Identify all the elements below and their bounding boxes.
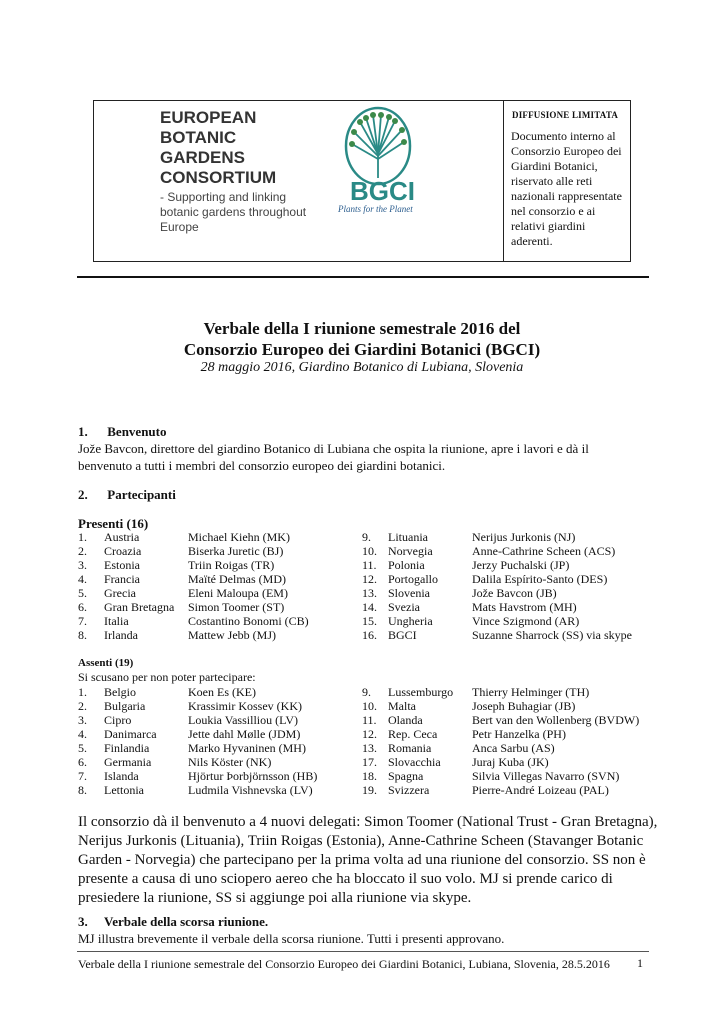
participant-delegate: Loukia Vassilliou (LV) xyxy=(188,713,298,727)
participant-number: 9. xyxy=(362,685,371,699)
tagline-line: botanic gardens throughout xyxy=(160,205,307,219)
participant-number: 17. xyxy=(362,755,377,769)
participant-delegate: Triin Roigas (TR) xyxy=(188,558,275,572)
participant-row xyxy=(78,628,358,642)
participant-row xyxy=(78,600,358,614)
participant-delegate: Ludmila Vishnevska (LV) xyxy=(188,783,313,797)
document-title-line-2: Consorzio Europeo dei Giardini Botanici (BGCI) xyxy=(183,340,541,359)
participant-delegate: Mattew Jebb (MJ) xyxy=(188,628,276,642)
participant-row xyxy=(78,783,358,797)
page-number: 1 xyxy=(637,956,643,970)
participant-row xyxy=(362,699,652,713)
logo-bgci-text: BGCI xyxy=(350,176,415,206)
section-1-line: Jože Bavcon, direttore del giardino Botanico di Lubiana che ospita la riunione, apre i lavori e dà il xyxy=(78,441,589,456)
participant-delegate: Koen Es (KE) xyxy=(188,685,256,699)
participant-country: Spagna xyxy=(388,769,424,783)
participant-country: Svizzera xyxy=(388,783,430,797)
participant-country: Francia xyxy=(104,572,140,586)
participant-row xyxy=(78,685,358,699)
participant-delegate: Jože Bavcon (JB) xyxy=(472,586,557,600)
participant-country: Lituania xyxy=(388,530,428,544)
participant-country: Bulgaria xyxy=(104,699,146,713)
diffusion-line: Consorzio Europeo dei xyxy=(511,144,622,158)
participant-country: Italia xyxy=(104,614,129,628)
participant-number: 12. xyxy=(362,727,377,741)
participant-delegate: Suzanne Sharrock (SS) via skype xyxy=(472,628,632,642)
participant-number: 5. xyxy=(78,741,87,755)
paragraph-line: presiedere la riunione, SS si aggiunge poi alla riunione via skype. xyxy=(78,890,472,906)
participant-row xyxy=(78,755,358,769)
participant-row xyxy=(362,572,652,586)
participant-delegate: Vince Szigmond (AR) xyxy=(472,614,580,628)
participant-country: BGCI xyxy=(388,628,417,642)
diffusion-line: relativi giardini xyxy=(511,219,586,233)
diffusion-line: Giardini Botanici, xyxy=(511,159,598,173)
footer-rule xyxy=(77,951,649,952)
absent-list-right xyxy=(362,685,652,797)
bgci-logo xyxy=(334,104,444,216)
participant-delegate: Mats Havstrom (MH) xyxy=(472,600,577,614)
participant-country: Irlanda xyxy=(104,628,138,642)
participant-delegate: Jette dahl Mølle (JDM) xyxy=(188,727,301,741)
participant-country: Finlandia xyxy=(104,741,150,755)
participant-number: 10. xyxy=(362,544,377,558)
tagline-line: Europe xyxy=(160,220,199,234)
participant-delegate: Anne-Cathrine Scheen (ACS) xyxy=(472,544,616,558)
participant-delegate: Eleni Maloupa (EM) xyxy=(188,586,288,600)
participant-number: 12. xyxy=(362,572,377,586)
participant-delegate: Krassimir Kossev (KK) xyxy=(188,699,302,713)
welcome-paragraph xyxy=(78,813,657,908)
participant-row xyxy=(362,769,652,783)
participant-number: 1. xyxy=(78,530,87,544)
participant-row xyxy=(362,755,652,769)
participant-number: 2. xyxy=(78,699,87,713)
participant-delegate: Juraj Kuba (JK) xyxy=(472,755,549,769)
participant-country: Portogallo xyxy=(388,572,438,586)
participant-country: Lettonia xyxy=(104,783,144,797)
participant-row xyxy=(362,741,652,755)
participant-row xyxy=(362,614,652,628)
participant-row xyxy=(362,628,652,642)
participant-country: Cipro xyxy=(104,713,132,727)
absent-note: Si scusano per non poter partecipare: xyxy=(78,670,256,684)
paragraph-line: Garden - Norvegia) che partecipano per la prima volta ad una riunione del consorzio. SS non è xyxy=(78,852,646,868)
participant-delegate: Bert van den Wollenberg (BVDW) xyxy=(472,713,640,727)
participant-country: Romania xyxy=(388,741,432,755)
participant-number: 16. xyxy=(362,628,377,642)
participant-number: 13. xyxy=(362,741,377,755)
diffusion-line: aderenti. xyxy=(511,234,553,248)
participant-row xyxy=(78,769,358,783)
header-rule xyxy=(77,276,649,278)
participant-number: 15. xyxy=(362,614,377,628)
participant-delegate: Pierre-André Loizeau (PAL) xyxy=(472,783,609,797)
consortium-tagline xyxy=(160,190,330,235)
participant-row xyxy=(78,614,358,628)
absent-list-left xyxy=(78,685,358,797)
participant-delegate: Costantino Bonomi (CB) xyxy=(188,614,309,628)
participant-row xyxy=(362,558,652,572)
paragraph-line: presente a causa di uno sciopero aereo che ha bloccato il suo volo. MJ si prende carico di xyxy=(78,871,613,887)
participant-number: 9. xyxy=(362,530,371,544)
participant-row xyxy=(362,727,652,741)
consortium-line: BOTANIC xyxy=(160,128,237,147)
participant-row xyxy=(362,586,652,600)
present-heading: Presenti (16) xyxy=(78,516,149,531)
diffusion-line: nazionali rappresentate xyxy=(511,189,622,203)
participant-country: Gran Bretagna xyxy=(104,600,175,614)
participant-country: Ungheria xyxy=(388,614,433,628)
participant-row xyxy=(362,530,652,544)
consortium-line: GARDENS xyxy=(160,148,246,167)
participant-row xyxy=(78,544,358,558)
participant-number: 1. xyxy=(78,685,87,699)
participant-delegate: Nils Köster (NK) xyxy=(188,755,272,769)
participant-number: 8. xyxy=(78,628,87,642)
participant-country: Malta xyxy=(388,699,416,713)
absent-heading: Assenti (19) xyxy=(78,657,134,669)
participant-number: 13. xyxy=(362,586,377,600)
participant-row xyxy=(362,600,652,614)
participant-delegate: Dalila Espírito-Santo (DES) xyxy=(472,572,608,586)
section-2-heading: 2. Partecipanti xyxy=(78,487,176,502)
participant-delegate: Silvia Villegas Navarro (SVN) xyxy=(472,769,620,783)
participant-row xyxy=(78,713,358,727)
participant-country: Olanda xyxy=(388,713,423,727)
diffusion-title: DIFFUSIONE LIMITATA xyxy=(512,110,619,120)
participant-row xyxy=(362,783,652,797)
header-divider xyxy=(503,100,504,262)
section-3-heading: 3. Verbale della scorsa riunione. xyxy=(78,914,269,929)
section-1-body xyxy=(78,440,589,474)
participant-number: 18. xyxy=(362,769,377,783)
participant-delegate: Nerijus Jurkonis (NJ) xyxy=(472,530,576,544)
participant-number: 14. xyxy=(362,600,377,614)
participant-row xyxy=(362,713,652,727)
document-title-line-1: Verbale della I riunione semestrale 2016 del xyxy=(203,319,521,338)
participant-delegate: Jerzy Puchalski (JP) xyxy=(472,558,570,572)
participant-delegate: Petr Hanzelka (PH) xyxy=(472,727,566,741)
participant-delegate: Anca Sarbu (AS) xyxy=(472,741,555,755)
participant-country: Danimarca xyxy=(104,727,157,741)
participant-number: 3. xyxy=(78,558,87,572)
participant-country: Polonia xyxy=(388,558,425,572)
participant-country: Svezia xyxy=(388,600,420,614)
participant-delegate: Biserka Juretic (BJ) xyxy=(188,544,284,558)
diffusion-line: riservato alle reti xyxy=(511,174,593,188)
participant-row xyxy=(78,699,358,713)
participant-number: 4. xyxy=(78,572,87,586)
participant-row xyxy=(362,544,652,558)
participant-country: Estonia xyxy=(104,558,140,572)
participant-country: Islanda xyxy=(104,769,139,783)
consortium-line: CONSORTIUM xyxy=(160,168,277,187)
participant-country: Austria xyxy=(104,530,140,544)
participant-number: 7. xyxy=(78,614,87,628)
participant-country: Slovacchia xyxy=(388,755,441,769)
participant-country: Grecia xyxy=(104,586,136,600)
participant-country: Germania xyxy=(104,755,152,769)
participant-number: 5. xyxy=(78,586,87,600)
participant-country: Lussemburgo xyxy=(388,685,454,699)
participant-number: 7. xyxy=(78,769,87,783)
participant-country: Belgio xyxy=(104,685,136,699)
bgci-tree-icon xyxy=(334,104,444,216)
participant-row xyxy=(78,558,358,572)
participant-number: 8. xyxy=(78,783,87,797)
participant-number: 11. xyxy=(362,713,377,727)
participant-country: Croazia xyxy=(104,544,142,558)
participant-delegate: Thierry Helminger (TH) xyxy=(472,685,590,699)
participant-row xyxy=(362,685,652,699)
section-1-line: benvenuto a tutti i membri del consorzio europeo dei giardini botanici. xyxy=(78,458,446,473)
participant-delegate: Marko Hyvaninen (MH) xyxy=(188,741,306,755)
participant-delegate: Simon Toomer (ST) xyxy=(188,600,285,614)
participant-number: 19. xyxy=(362,783,377,797)
paragraph-line: Nerijus Jurkonis (Lituania), Triin Roigas (Estonia), Anne-Cathrine Scheen (Stavanger Botanic xyxy=(78,833,644,849)
document-subtitle: 28 maggio 2016, Giardino Botanico di Lubiana, Slovenia xyxy=(200,360,524,375)
participant-number: 6. xyxy=(78,600,87,614)
consortium-name xyxy=(160,108,276,188)
consortium-line: EUROPEAN xyxy=(160,108,257,127)
section-3-text: MJ illustra brevemente il verbale della scorsa riunione. Tutti i presenti approvano. xyxy=(78,931,505,946)
participant-country: Rep. Ceca xyxy=(388,727,438,741)
section-1-heading: 1. Benvenuto xyxy=(78,424,167,439)
present-list-left xyxy=(78,530,358,642)
participant-row xyxy=(78,572,358,586)
paragraph-line: Il consorzio dà il benvenuto a 4 nuovi delegati: Simon Toomer (National Trust - Gran Bretagna), xyxy=(78,814,658,830)
participant-delegate: Maïté Delmas (MD) xyxy=(188,572,286,586)
participant-delegate: Hjörtur Þorbjörnsson (HB) xyxy=(188,769,318,783)
logo-tagline: Plants for the Planet xyxy=(338,204,413,214)
participant-number: 2. xyxy=(78,544,87,558)
participant-delegate: Joseph Buhagiar (JB) xyxy=(472,699,576,713)
participant-number: 4. xyxy=(78,727,87,741)
participant-number: 6. xyxy=(78,755,87,769)
tagline-line: - Supporting and linking xyxy=(160,190,287,204)
participant-number: 10. xyxy=(362,699,377,713)
participant-country: Norvegia xyxy=(388,544,433,558)
participant-country: Slovenia xyxy=(388,586,430,600)
participant-row xyxy=(78,741,358,755)
participant-row xyxy=(78,586,358,600)
diffusion-text xyxy=(511,129,626,249)
participant-number: 3. xyxy=(78,713,87,727)
diffusion-line: nel consorzio e ai xyxy=(511,204,596,218)
diffusion-line: Documento interno al xyxy=(511,129,616,143)
participant-row xyxy=(78,727,358,741)
present-list-right xyxy=(362,530,652,642)
participant-row xyxy=(78,530,358,544)
participant-delegate: Michael Kiehn (MK) xyxy=(188,530,290,544)
participant-number: 11. xyxy=(362,558,377,572)
footer-text: Verbale della I riunione semestrale del Consorzio Europeo dei Giardini Botanici, Lubiana, Slovenia, 28.5.2016 xyxy=(78,957,610,971)
